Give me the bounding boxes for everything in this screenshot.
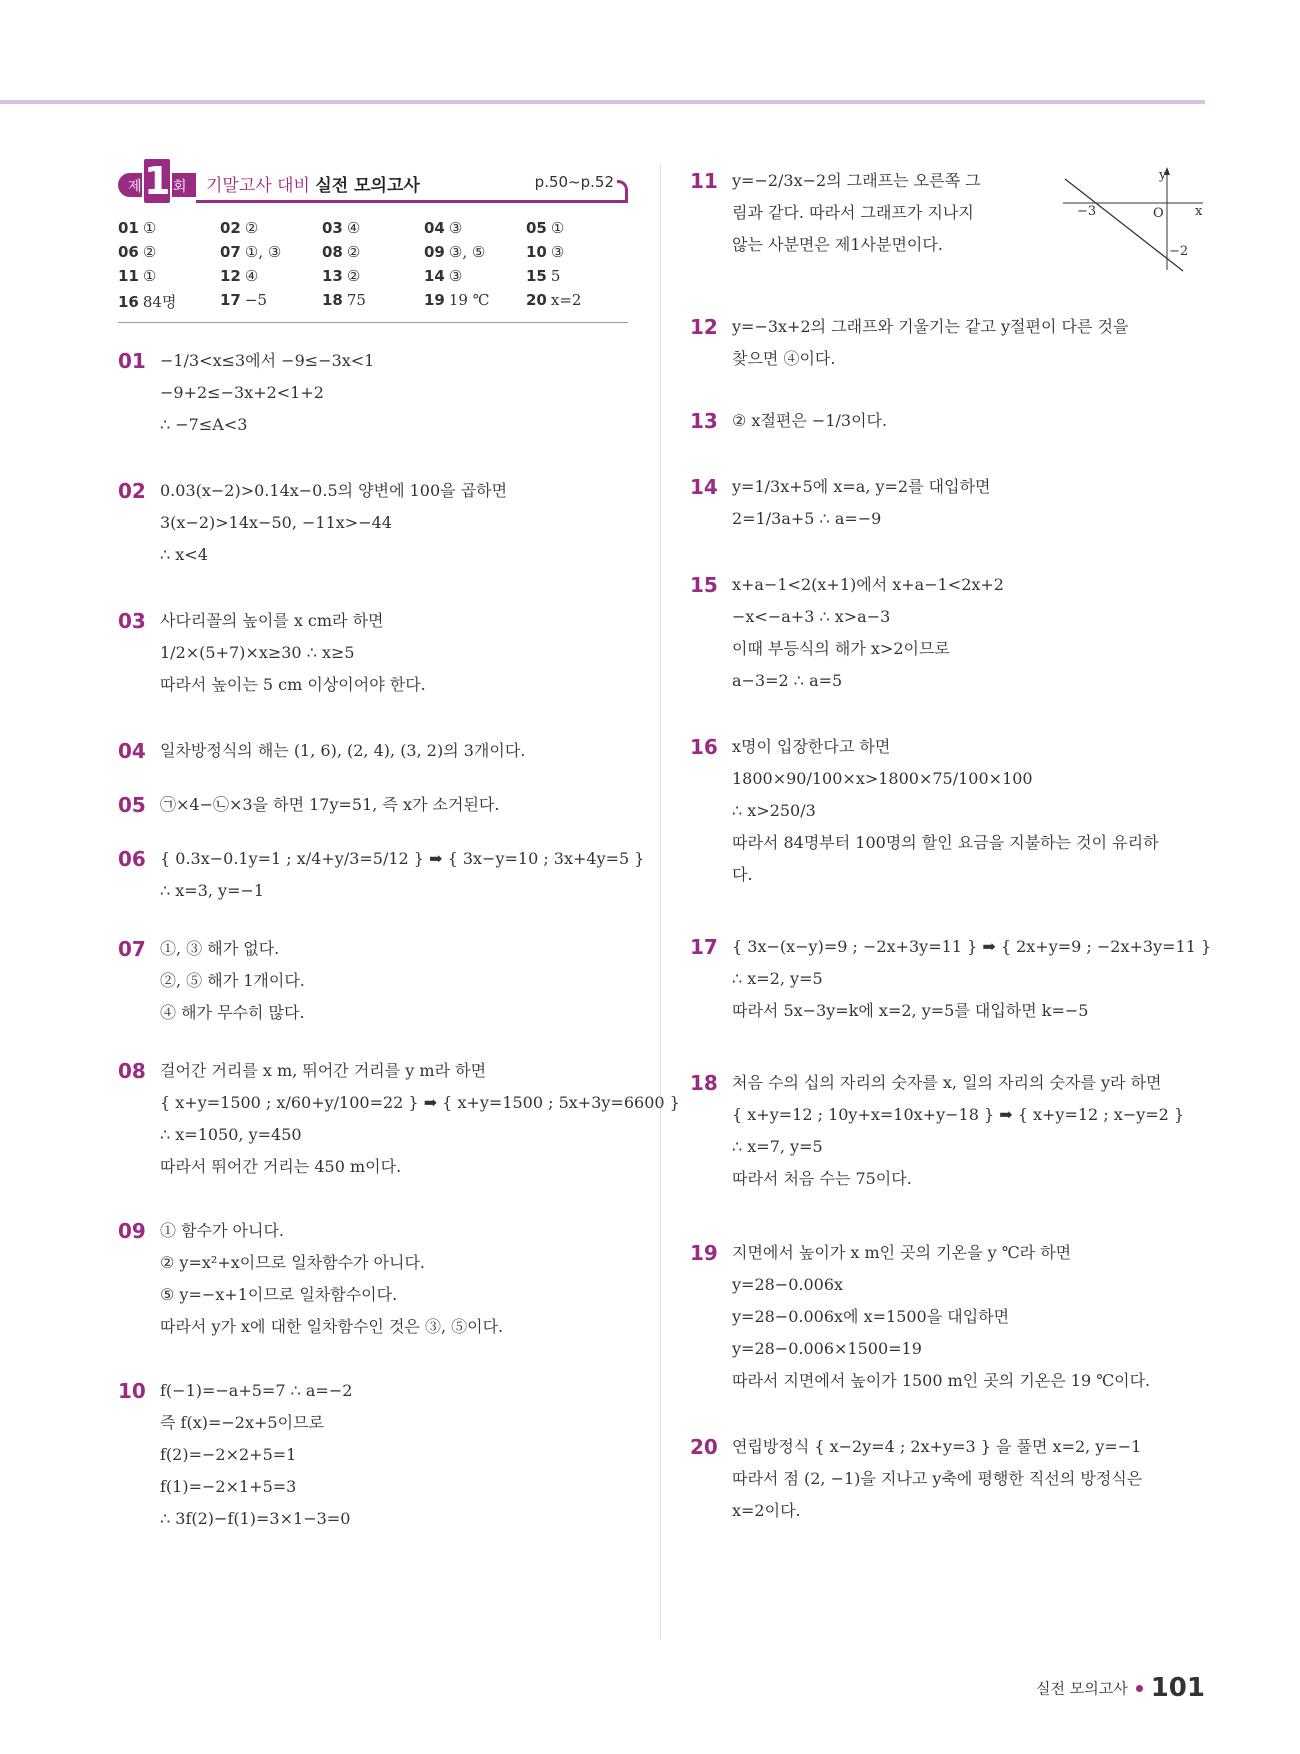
- solution-line: 따라서 높이는 5 cm 이상이어야 한다.: [160, 675, 426, 694]
- solution-line: 이때 부등식의 해가 x>2이므로: [732, 639, 950, 658]
- answer-value: 84명: [142, 293, 177, 311]
- answer-item: [322, 291, 424, 312]
- solution-line: ∴ x=7, y=5: [732, 1137, 823, 1156]
- answer-item: [118, 291, 220, 312]
- solution-08: [118, 1055, 680, 1183]
- answer-number: 20: [526, 291, 547, 309]
- solution-line: 따라서 84명부터 100명의 할인 요금을 지불하는 것이 유리하: [732, 833, 1159, 852]
- solution-line: ② y=x²+x이므로 일차함수가 아니다.: [160, 1253, 426, 1272]
- solution-line: y=28−0.006x에 x=1500을 대입하면: [732, 1307, 1010, 1326]
- origin-label: O: [1153, 206, 1164, 221]
- answer-number: 02: [220, 219, 241, 237]
- answer-item: [118, 267, 220, 285]
- answer-value: ①: [550, 219, 565, 237]
- solution-line: 따라서 5x−3y=k에 x=2, y=5를 대입하면 k=−5: [732, 1001, 1089, 1020]
- x-axis-label: x: [1195, 204, 1203, 219]
- answer-number: 10: [526, 243, 547, 261]
- solution-line: ① 함수가 아니다.: [160, 1221, 284, 1240]
- footer-dot: [1136, 1685, 1143, 1692]
- answer-value: ③: [448, 267, 463, 285]
- solution-line: y=−3x+2의 그래프와 기울기는 같고 y절편이 다른 것을: [732, 317, 1129, 336]
- answer-value: 75: [346, 291, 366, 309]
- solution-line: { 0.3x−0.1y=1 ; x/4+y/3=5/12 } ➡ { 3x−y=10 ; 3x+4y=5 }: [160, 849, 645, 868]
- solution-20: [690, 1431, 1205, 1527]
- answer-value: 5: [550, 267, 561, 285]
- solution-line: 찾으면 ④이다.: [732, 349, 836, 368]
- solution-line: { x+y=1500 ; x/60+y/100=22 } ➡ { x+y=1500 ; 5x+3y=6600 }: [160, 1093, 680, 1112]
- answer-number: 04: [424, 219, 445, 237]
- answer-number: 14: [424, 267, 445, 285]
- answer-value: x=2: [550, 291, 582, 309]
- right-solutions: [690, 165, 1212, 1527]
- problem-number: 17: [690, 935, 718, 959]
- solution-19: [690, 1237, 1205, 1397]
- solution-line: x+a−1<2(x+1)에서 x+a−1<2x+2: [732, 575, 1004, 594]
- problem-number: 12: [690, 315, 718, 339]
- answer-item: [526, 291, 628, 312]
- badge-label-right: 회: [173, 179, 187, 195]
- solution-line: 림과 같다. 따라서 그래프가 지나지: [732, 203, 974, 222]
- page-range: p.50~p.52: [534, 173, 614, 191]
- answer-key-grid: [118, 219, 628, 312]
- solution-line: ①, ③ 해가 없다.: [160, 939, 280, 958]
- solution-line: x=2이다.: [732, 1501, 801, 1520]
- answer-number: 12: [220, 267, 241, 285]
- header-cap: [617, 180, 628, 203]
- solution-line: 0.03(x−2)>0.14x−0.5의 양변에 100을 곱하면: [160, 481, 508, 500]
- answer-value: ①, ③: [244, 243, 282, 261]
- y-axis-label: y: [1159, 168, 1167, 183]
- solution-line: ∴ x=2, y=5: [732, 969, 823, 988]
- answer-item: [526, 243, 628, 261]
- solution-line: ∴ x<4: [160, 545, 208, 564]
- answer-number: 05: [526, 219, 547, 237]
- problem-number: 16: [690, 735, 718, 759]
- column-divider: [660, 165, 661, 1640]
- solution-line: 걸어간 거리를 x m, 뛰어간 거리를 y m라 하면: [160, 1061, 487, 1080]
- solution-line: 연립방정식 { x−2y=4 ; 2x+y=3 } 을 풀면 x=2, y=−1: [732, 1437, 1142, 1456]
- solution-10: [118, 1375, 628, 1535]
- answer-value: ①: [142, 219, 157, 237]
- solution-17: [690, 931, 1212, 1027]
- solution-05: [118, 789, 628, 821]
- problem-number: 04: [118, 739, 146, 763]
- solution-line: 지면에서 높이가 x m인 곳의 기온을 y ℃라 하면: [732, 1243, 1072, 1262]
- answer-item: [526, 219, 628, 237]
- solution-line: y=1/3x+5에 x=a, y=2를 대입하면: [732, 477, 991, 496]
- round-number: 1: [144, 159, 171, 203]
- solution-16: [690, 731, 1205, 891]
- answer-number: 01: [118, 219, 139, 237]
- solution-line: ② x절편은 −1/3이다.: [732, 411, 888, 430]
- solution-line: 사다리꼴의 높이를 x cm라 하면: [160, 611, 384, 630]
- solution-line: 3(x−2)>14x−50, −11x>−44: [160, 513, 392, 532]
- answer-number: 11: [118, 267, 139, 285]
- top-rule: [0, 100, 1205, 104]
- solution-line: ∴ x=3, y=−1: [160, 881, 265, 900]
- answer-number: 13: [322, 267, 343, 285]
- answer-value: −5: [244, 291, 267, 309]
- solution-line: 처음 수의 십의 자리의 숫자를 x, 일의 자리의 숫자를 y라 하면: [732, 1073, 1162, 1092]
- solution-line: 1/2×(5+7)×x≥30 ∴ x≥5: [160, 643, 355, 662]
- solution-14: [690, 471, 1205, 535]
- answer-item: [322, 243, 424, 261]
- answer-number: 15: [526, 267, 547, 285]
- answer-item: [424, 243, 526, 261]
- solution-line: −1/3<x≤3에서 −9≤−3x<1: [160, 351, 375, 370]
- answer-value: 19 ℃: [448, 291, 490, 309]
- answer-value: ②: [346, 267, 361, 285]
- answer-item: [424, 267, 526, 285]
- problem-number: 06: [118, 847, 146, 871]
- problem-number: 01: [118, 349, 146, 373]
- answer-number: 17: [220, 291, 241, 309]
- solution-04: [118, 735, 628, 767]
- title-main: 실전 모의고사: [315, 176, 420, 196]
- answer-number: 07: [220, 243, 241, 261]
- answer-item: [322, 267, 424, 285]
- solution-09: [118, 1215, 628, 1343]
- solution-line: f(−1)=−a+5=7 ∴ a=−2: [160, 1381, 353, 1400]
- solution-line: ②, ⑤ 해가 1개이다.: [160, 971, 305, 990]
- answer-item: [322, 219, 424, 237]
- answer-number: 06: [118, 243, 139, 261]
- answer-value: ①: [142, 267, 157, 285]
- solution-15: [690, 569, 1205, 697]
- solution-line: 따라서 y가 x에 대한 일차함수인 것은 ③, ⑤이다.: [160, 1317, 504, 1336]
- solution-line: f(1)=−2×1+5=3: [160, 1477, 297, 1496]
- solution-line: 다.: [732, 865, 753, 884]
- solution-line: ∴ x=1050, y=450: [160, 1125, 302, 1144]
- solution-line: y=28−0.006x: [732, 1275, 844, 1294]
- problem-number: 09: [118, 1219, 146, 1243]
- answer-number: 16: [118, 293, 139, 311]
- problem-number: 05: [118, 793, 146, 817]
- solution-line: { 3x−(x−y)=9 ; −2x+3y=11 } ➡ { 2x+y=9 ; −2x+3y=11 }: [732, 937, 1212, 956]
- solution-line: y=−2/3x−2의 그래프는 오른쪽 그: [732, 171, 981, 190]
- answer-number: 03: [322, 219, 343, 237]
- solution-line: ㉠×4−㉡×3을 하면 17y=51, 즉 x가 소거된다.: [160, 795, 500, 814]
- solution-11: [690, 165, 1205, 261]
- solution-13: [690, 405, 1205, 437]
- answer-number: 19: [424, 291, 445, 309]
- answer-item: [220, 219, 322, 237]
- answer-item: [424, 219, 526, 237]
- graph-line: [1065, 179, 1183, 271]
- solution-line: 따라서 점 (2, −1)을 지나고 y축에 평행한 직선의 방정식은: [732, 1469, 1143, 1488]
- solution-line: a−3=2 ∴ a=5: [732, 671, 843, 690]
- solution-line: 따라서 처음 수는 75이다.: [732, 1169, 912, 1188]
- solution-line: ∴ −7≤A<3: [160, 415, 248, 434]
- section-header: [118, 159, 628, 205]
- solution-line: 않는 사분면은 제1사분면이다.: [732, 235, 943, 254]
- solution-18: [690, 1067, 1205, 1195]
- answer-value: ②: [142, 243, 157, 261]
- left-solutions: [118, 345, 680, 1535]
- solution-line: 1800×90/100×x>1800×75/100×100: [732, 769, 1033, 788]
- problem-number: 02: [118, 479, 146, 503]
- answer-item: [118, 219, 220, 237]
- answer-key-separator: [118, 322, 628, 323]
- answer-item: [118, 243, 220, 261]
- answer-value: ④: [346, 219, 361, 237]
- problem-number: 10: [118, 1379, 146, 1403]
- solution-06: [118, 843, 645, 907]
- solution-line: y=28−0.006×1500=19: [732, 1339, 922, 1358]
- solution-02: [118, 475, 628, 571]
- solution-line: { x+y=12 ; 10y+x=10x+y−18 } ➡ { x+y=12 ; x−y=2 }: [732, 1105, 1185, 1124]
- title-prefix: 기말고사 대비: [206, 176, 310, 196]
- linear-graph: [1055, 165, 1205, 275]
- problem-number: 03: [118, 609, 146, 633]
- solution-line: 따라서 뛰어간 거리는 450 m이다.: [160, 1157, 402, 1176]
- solution-line: f(2)=−2×2+5=1: [160, 1445, 297, 1464]
- solution-line: −9+2≤−3x+2<1+2: [160, 383, 324, 402]
- answer-number: 08: [322, 243, 343, 261]
- footer-label: 실전 모의고사: [1036, 1679, 1128, 1698]
- solution-line: 2=1/3a+5 ∴ a=−9: [732, 509, 882, 528]
- solution-03: [118, 605, 628, 701]
- answer-value: ③: [550, 243, 565, 261]
- solution-line: 일차방정식의 해는 (1, 6), (2, 4), (3, 2)의 3개이다.: [160, 741, 526, 760]
- solution-line: 즉 f(x)=−2x+5이므로: [160, 1413, 324, 1432]
- answer-value: ②: [346, 243, 361, 261]
- page-footer: [1036, 1673, 1205, 1703]
- problem-number: 15: [690, 573, 718, 597]
- answer-item: [220, 267, 322, 285]
- solution-line: −x<−a+3 ∴ x>a−3: [732, 607, 891, 626]
- left-column: [118, 159, 680, 1535]
- solution-01: [118, 345, 628, 441]
- problem-number: 08: [118, 1059, 146, 1083]
- solution-line: ∴ x>250/3: [732, 801, 816, 820]
- answer-item: [220, 243, 322, 261]
- solution-line: ⑤ y=−x+1이므로 일차함수이다.: [160, 1285, 398, 1304]
- problem-number: 14: [690, 475, 718, 499]
- right-column: [690, 165, 1212, 1527]
- page-number: 101: [1150, 1673, 1205, 1703]
- answer-value: ③, ⑤: [448, 243, 486, 261]
- answer-value: ④: [244, 267, 259, 285]
- answer-value: ②: [244, 219, 259, 237]
- problem-number: 13: [690, 409, 718, 433]
- problem-number: 18: [690, 1071, 718, 1095]
- solution-line: x명이 입장한다고 하면: [732, 737, 891, 756]
- answer-item: [424, 291, 526, 312]
- solution-line: 따라서 지면에서 높이가 1500 m인 곳의 기온은 19 ℃이다.: [732, 1371, 1151, 1390]
- solution-12: [690, 311, 1205, 375]
- badge-label-left: 제: [128, 179, 142, 195]
- problem-number: 19: [690, 1241, 718, 1265]
- header-underline: [196, 200, 628, 203]
- answer-number: 09: [424, 243, 445, 261]
- problem-number: 20: [690, 1435, 718, 1459]
- x-intercept-label: −3: [1077, 204, 1097, 219]
- problem-number: 11: [690, 169, 718, 193]
- solution-07: [118, 933, 628, 1029]
- answer-value: ③: [448, 219, 463, 237]
- solution-line: ∴ 3f(2)−f(1)=3×1−3=0: [160, 1509, 351, 1528]
- y-intercept-label: −2: [1169, 244, 1189, 259]
- section-title: [206, 171, 420, 196]
- problem-number: 07: [118, 937, 146, 961]
- answer-item: [220, 291, 322, 312]
- answer-number: 18: [322, 291, 343, 309]
- answer-item: [526, 267, 628, 285]
- solution-line: ④ 해가 무수히 많다.: [160, 1003, 305, 1022]
